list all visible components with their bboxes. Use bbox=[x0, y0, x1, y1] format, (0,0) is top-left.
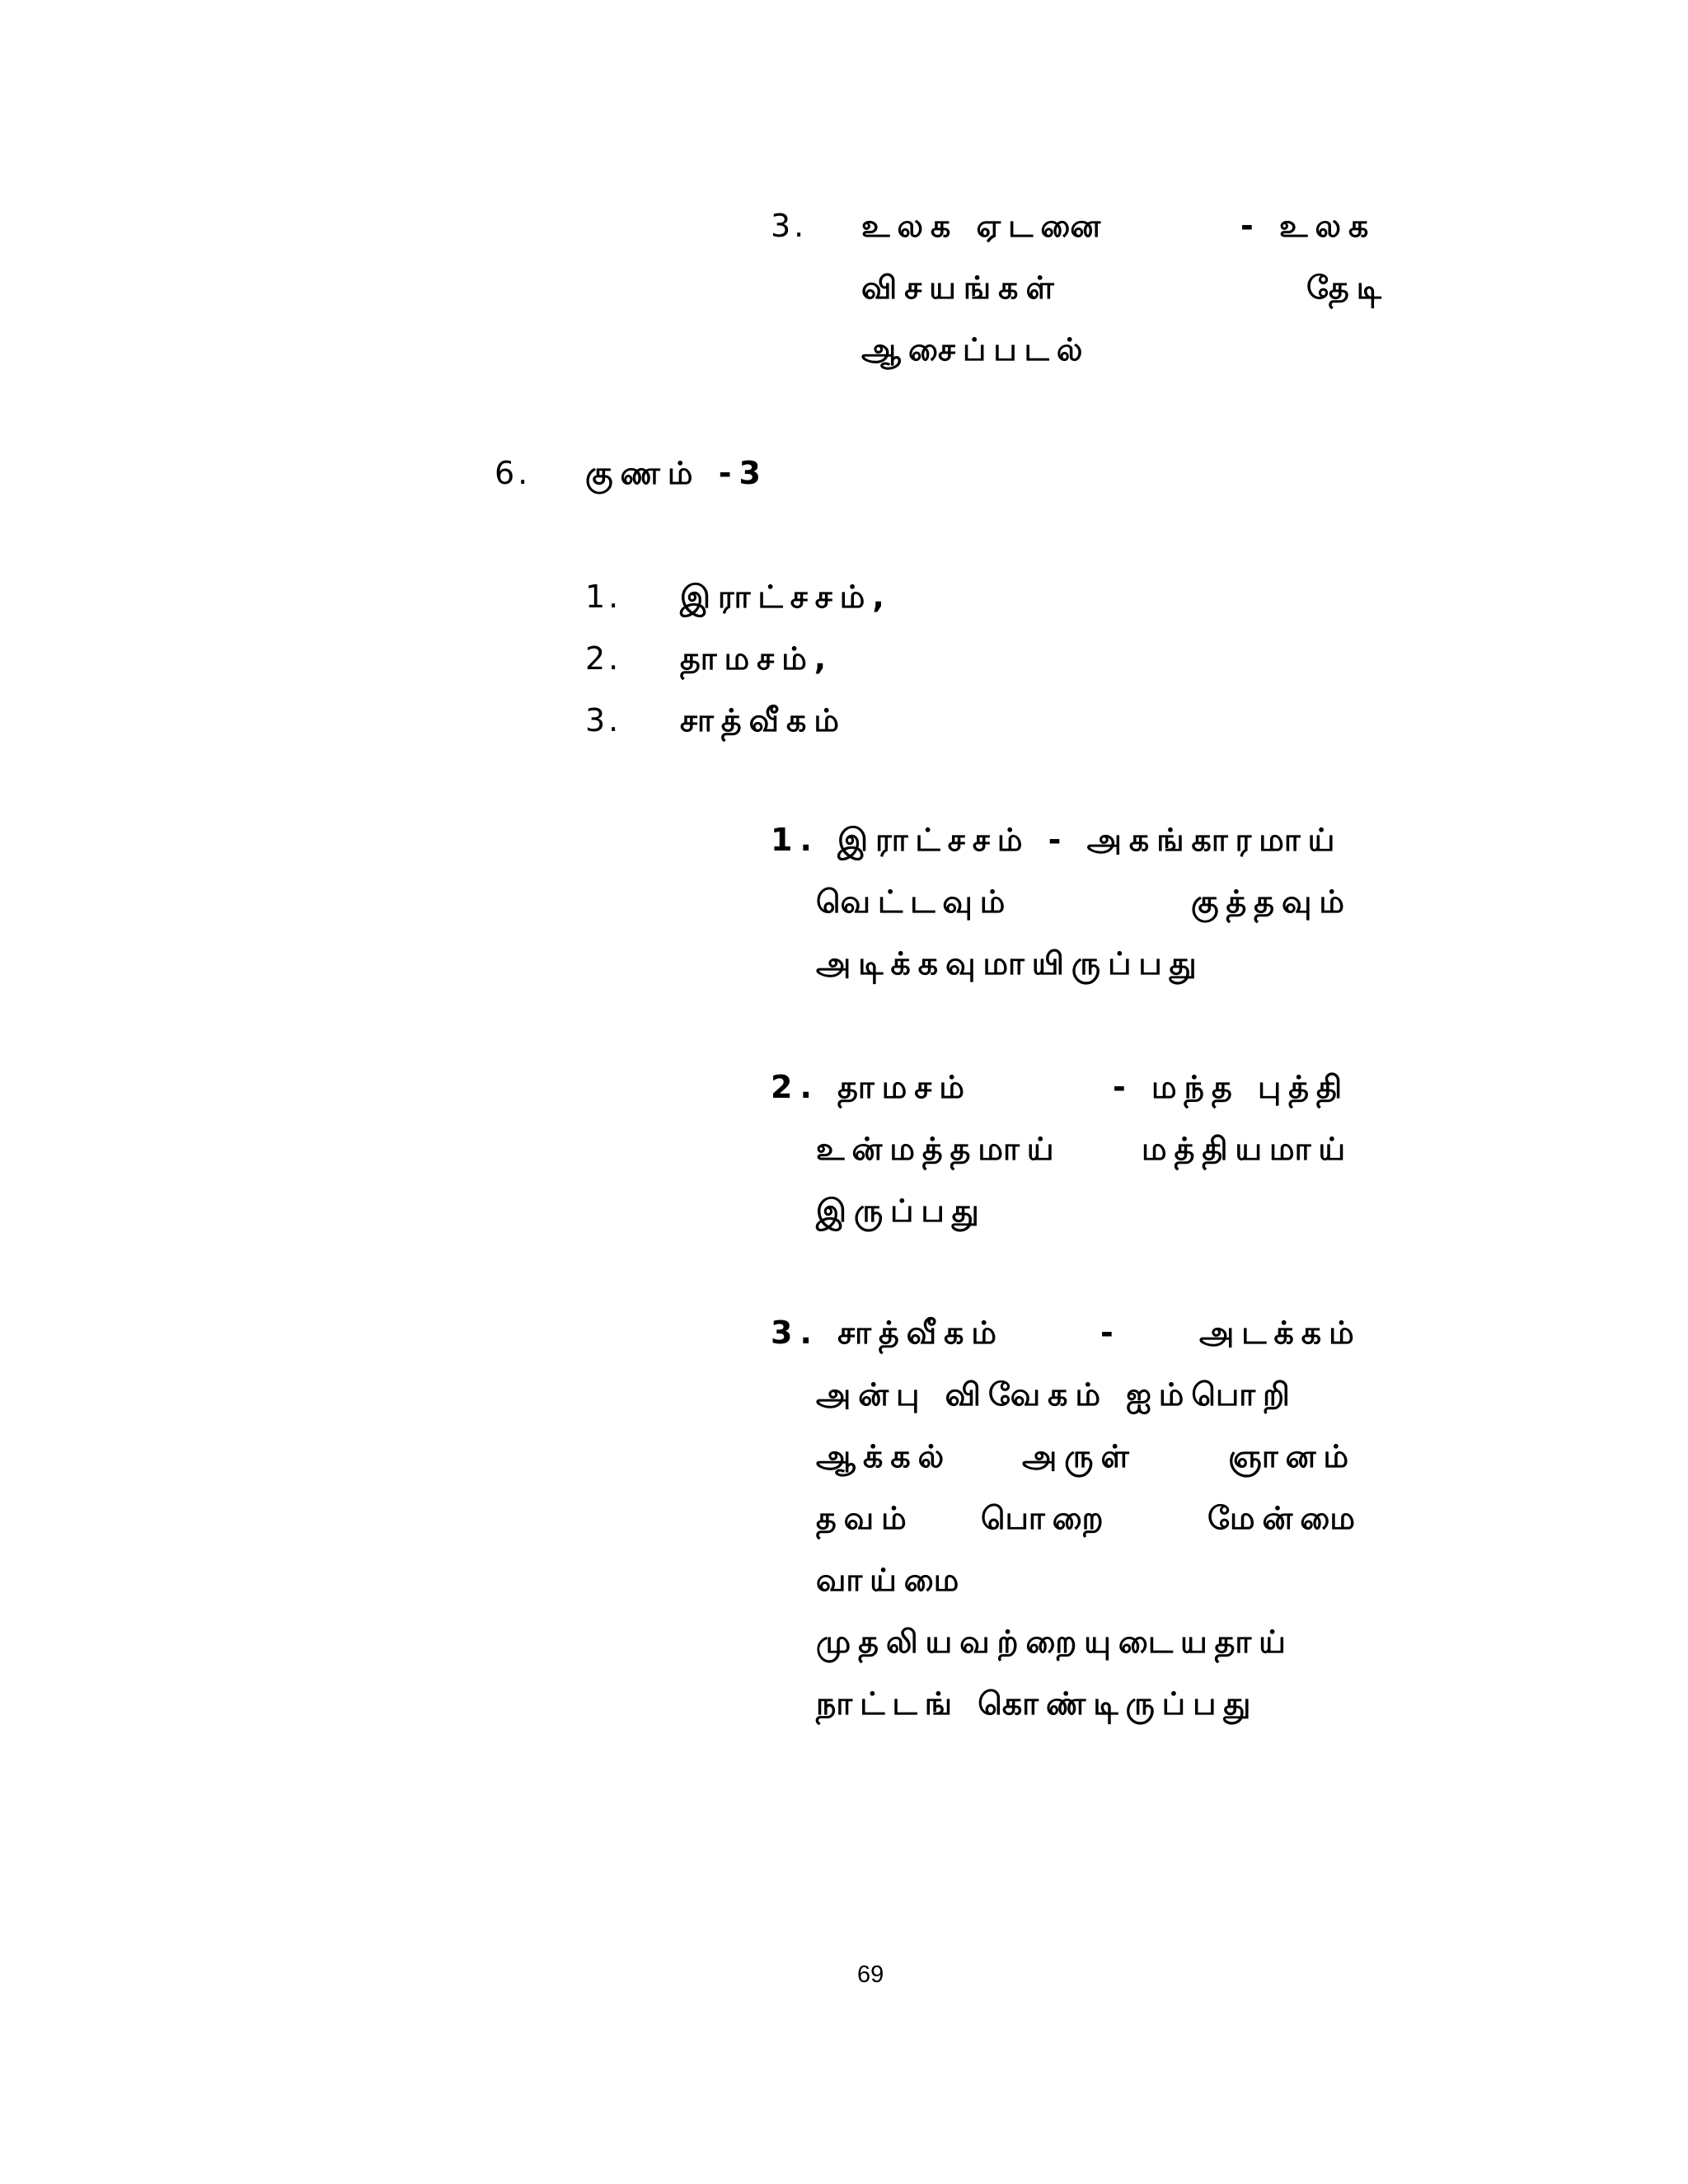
definition-text: மேன்மை bbox=[1207, 1500, 1362, 1536]
section-number: 6. bbox=[495, 455, 532, 491]
definition-text: ஆக்கல் bbox=[816, 1438, 952, 1474]
definition-text: குத்தவும் bbox=[1191, 883, 1352, 920]
definition-text: உன்மத்தமாய் bbox=[816, 1131, 1062, 1167]
list-item-number: 1. bbox=[585, 579, 622, 615]
section-heading: குணம் -3 bbox=[585, 455, 768, 491]
definition-text: இருப்பது bbox=[816, 1193, 987, 1229]
definition-text: மத்தியமாய் bbox=[1142, 1131, 1353, 1167]
definition-text: 1. இராட்சசம் - அகங்காரமாய் bbox=[771, 822, 1343, 858]
definition-text: அன்பு விவேகம் ஐம்பொறி bbox=[816, 1376, 1297, 1413]
item-text: விசயங்கள் bbox=[861, 269, 1062, 306]
definition-text: - bbox=[1100, 1315, 1121, 1351]
definition-text: வெட்டவும் bbox=[816, 883, 1013, 920]
list-item-label: இராட்சசம், bbox=[680, 579, 892, 615]
definition-text: அடிக்கவுமாயிருப்பது bbox=[816, 945, 1204, 982]
definition-text: ஞானம் bbox=[1228, 1438, 1357, 1474]
item-number: 3. bbox=[771, 208, 808, 244]
definition-text: அடக்கம் bbox=[1199, 1315, 1362, 1351]
page-number: 69 bbox=[857, 1961, 884, 1988]
definition-text: அருள் bbox=[1022, 1438, 1137, 1474]
definition-text: முதலியவற்றையுடையதாய் bbox=[816, 1624, 1293, 1660]
definition-text: நாட்டங் கொண்டிருப்பது bbox=[816, 1685, 1259, 1722]
definition-text: தவம் bbox=[816, 1500, 914, 1536]
item-text: உலக ஏடனை bbox=[861, 208, 1109, 244]
list-item-number: 3. bbox=[585, 702, 622, 738]
item-text: - உலக bbox=[1240, 208, 1376, 244]
definition-text: 2. தாமசம் bbox=[771, 1069, 972, 1105]
definition-text: வாய்மை bbox=[816, 1562, 967, 1598]
item-text: தேடி bbox=[1306, 269, 1389, 306]
list-item-number: 2. bbox=[585, 640, 622, 677]
definition-text: பொறை bbox=[981, 1500, 1111, 1536]
definition-text: - மந்த புத்தி bbox=[1113, 1069, 1350, 1105]
list-item-label: சாத்வீகம் bbox=[680, 702, 846, 738]
definition-text: 3. சாத்வீகம் bbox=[771, 1315, 1005, 1351]
item-text: ஆசைப்படல் bbox=[861, 331, 1090, 368]
list-item-label: தாமசம், bbox=[680, 640, 834, 677]
